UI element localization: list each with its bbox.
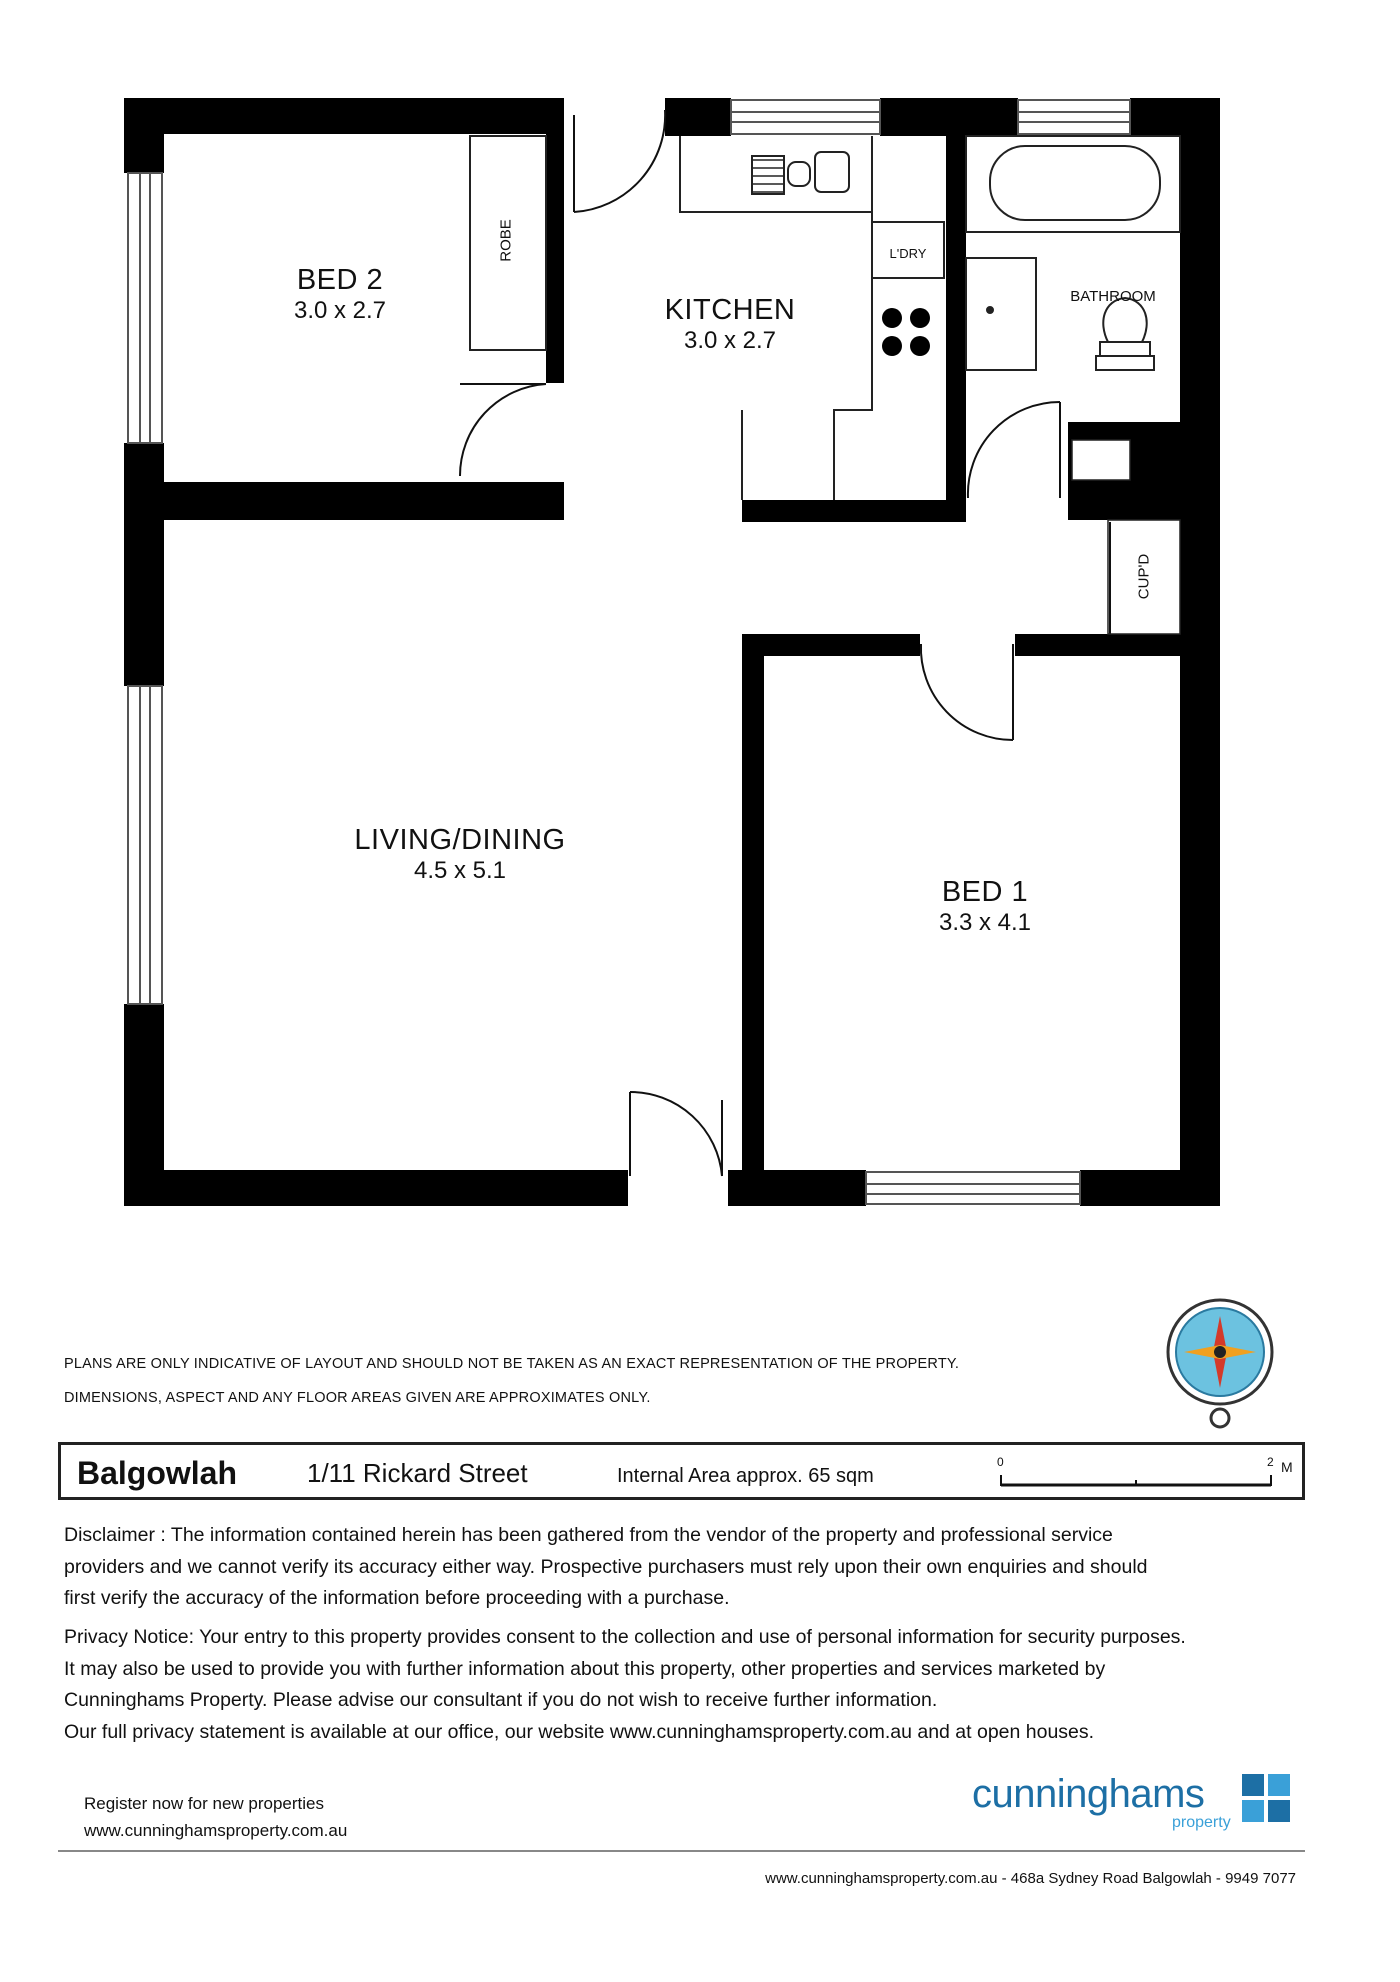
privacy-line: Cunninghams Property. Please advise our consultant if you do not wish to receive further information.: [64, 1689, 938, 1711]
sink: [752, 156, 784, 194]
scale-bar: [971, 1453, 1291, 1498]
kitchen-bench-top: [680, 136, 872, 212]
privacy-line: Our full privacy statement is available at our office, our website www.cunninghamsproperty.com.au and at open houses.: [64, 1720, 1095, 1743]
privacy-line: It may also be used to provide you with further information about this property, other properties and services marketed by: [64, 1657, 1106, 1680]
wall-left-mid: [124, 443, 164, 686]
wall-kitchen-bottom: [742, 500, 964, 522]
wall-bed1-top-left: [742, 634, 920, 656]
room-kitchen: [630, 294, 830, 355]
register-link[interactable]: www.cunninghamsproperty.com.au: [84, 1821, 348, 1840]
window-bed2: [128, 173, 162, 443]
wall-bed1-left: [742, 634, 764, 1174]
wall-bed2-right: [546, 98, 564, 383]
cupboard-label: CUP'D: [1135, 553, 1153, 600]
burner: [882, 336, 902, 356]
wall-top-bed2: [124, 98, 564, 134]
fixtures: [470, 136, 1180, 634]
scale-unit: M: [1281, 1459, 1293, 1475]
scale-bar-graphic: [971, 1453, 1291, 1493]
burner: [910, 308, 930, 328]
room-bed2: [250, 264, 430, 325]
compass-icon: [1168, 1300, 1272, 1427]
plan-notice-line1: PLANS ARE ONLY INDICATIVE OF LAYOUT AND SHOULD NOT BE TAKEN AS AN EXACT REPRESENTATION OF THE PROPERTY.: [64, 1356, 960, 1372]
room-bed1: [890, 876, 1080, 937]
wall-top-kitchen: [665, 98, 731, 136]
window-bathroom: [1018, 100, 1130, 134]
burner: [910, 336, 930, 356]
disclaimer-line: first verify the accuracy of the information before proceeding with a purchase.: [64, 1587, 730, 1609]
address: 1/11 Rickard Street: [307, 1458, 528, 1488]
bathtub: [966, 136, 1180, 232]
room-dimensions: 3.0 x 2.7: [683, 327, 777, 354]
room-dimensions: 3.3 x 4.1: [938, 909, 1032, 936]
wall-bed2-bottom: [124, 482, 564, 520]
footer-divider: [58, 1850, 1305, 1852]
room-name: BED 1: [941, 876, 1029, 908]
title-block: [58, 1442, 1305, 1500]
scale-end: 2: [1267, 1455, 1274, 1469]
room-living-dining: [320, 824, 600, 885]
register-line: Register now for new properties: [84, 1794, 325, 1813]
wall-bottom-right: [1080, 1170, 1220, 1206]
room-dimensions: 4.5 x 5.1: [413, 857, 507, 884]
internal-area: Internal Area approx. 65 sqm: [617, 1465, 874, 1487]
room-dimensions: 3.0 x 2.7: [293, 297, 387, 324]
room-name: KITCHEN: [664, 294, 796, 326]
wall-bottom-left: [124, 1170, 628, 1206]
window-kitchen: [731, 100, 880, 134]
register-note: [84, 1790, 347, 1844]
room-name: BED 2: [296, 264, 384, 296]
privacy-notice: [64, 1622, 1314, 1748]
brand-subtitle: property: [1172, 1814, 1231, 1831]
window-living: [128, 686, 162, 1004]
disclaimer-line: providers and we cannot verify its accuracy either way. Prospective purchasers must rely upon their own enquiries and should: [64, 1555, 1148, 1578]
wall-bed1-top-right: [1015, 634, 1220, 656]
cooktop: [882, 308, 930, 356]
cunninghams-logo-icon: [1242, 1774, 1290, 1822]
privacy-line: Privacy Notice: Your entry to this property provides consent to the collection and use of personal information for security purposes.: [64, 1626, 1186, 1648]
suburb: Balgowlah: [77, 1455, 238, 1491]
burner: [882, 308, 902, 328]
vanity: [966, 258, 1036, 370]
scale-start: 0: [997, 1455, 1004, 1469]
disclaimer: [64, 1520, 1314, 1615]
wall-bottom-mid: [728, 1170, 866, 1206]
disclaimer-line: Disclaimer : The information contained herein has been gathered from the vendor of the property and professional service: [64, 1524, 1113, 1546]
footer-contact: www.cunninghamsproperty.com.au - 468a Sydney Road Balgowlah - 9949 7077: [765, 1870, 1296, 1887]
wall-kitchen-bath: [946, 98, 966, 522]
robe-label: ROBE: [497, 219, 515, 262]
room-bathroom: BATHROOM: [1070, 288, 1156, 305]
room-name: LIVING/DINING: [354, 824, 566, 856]
plan-notice-line2: DIMENSIONS, ASPECT AND ANY FLOOR AREAS GIVEN ARE APPROXIMATES ONLY.: [64, 1390, 651, 1406]
kitchen-bench-side: [834, 212, 872, 500]
window-bed1: [866, 1172, 1080, 1204]
brand-name: cunninghams: [972, 1772, 1205, 1816]
laundry-label: L'DRY: [889, 246, 927, 261]
